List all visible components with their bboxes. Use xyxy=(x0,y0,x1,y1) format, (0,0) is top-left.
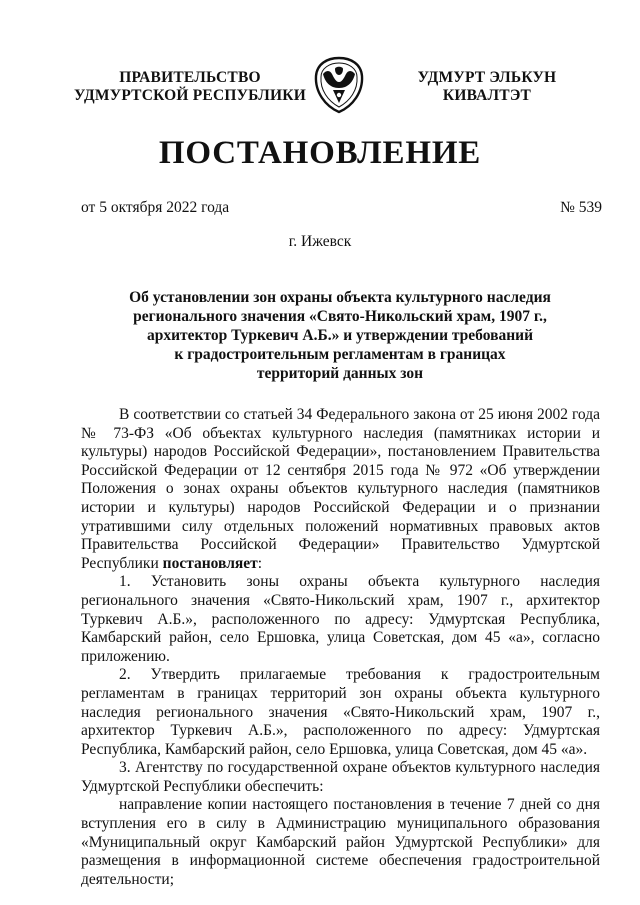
subject-line: территорий данных зон xyxy=(256,365,424,382)
preamble-paragraph xyxy=(81,406,600,573)
item-2-paragraph: 2. Утвердить прилагаемые требования к градостроительным регламентам в границах территорий зон охраны объекта культурного наследия регионального значения «Свято-Никольский храм, 1907 г., архитектор Туркевич А.Б.», расположенного по адресу: Удмуртская Республика, Камбарский район, село Ершовка, улица Советская, дом 45 «а». xyxy=(81,666,600,758)
item-1-paragraph: 1. Установить зоны охраны объекта культурного наследия регионального значения «Свято-Никольский храм, 1907 г., архитектор Туркевич А.Б.», расположенного по адресу: Удмуртская Республика, Камбарский район, село Ершовка, улица Советская, дом 45 «а», согласно приложению. xyxy=(81,573,600,665)
preamble-text: В соответствии со статьей 34 Федерального закона от 25 июня 2002 года № 73-ФЗ «Об объектах культурного наследия (памятниках истории и культуры) народов Российской Федерации», постановлением Правительства Российской Федерации от 12 сентября 2015 года № 972 «Об утверждении Положения о зонах охраны объектов культурного наследия (памятников истории и культуры) народов Российской Федерации и о признании утратившими силу отдельных положений нормативных правовых актов Правительства Российской Федерации» Правительство Удмуртской Республики xyxy=(81,406,600,572)
document-subject xyxy=(110,288,570,383)
government-name-line1: ПРАВИТЕЛЬСТВО xyxy=(119,69,261,86)
government-name-line2: УДМУРТСКОЙ РЕСПУБЛИКИ xyxy=(74,87,306,104)
document-number: № 539 xyxy=(560,199,602,216)
document-city: г. Ижевск xyxy=(288,233,352,250)
document-date: от 5 октября 2022 года xyxy=(81,199,230,216)
document-body xyxy=(81,406,600,889)
government-name-udmurt-line1: УДМУРТ ЭЛЬКУН xyxy=(417,69,557,86)
subject-line: регионального значения «Свято-Никольский храм, 1907 г., xyxy=(133,308,547,325)
udmurtia-coat-of-arms-icon xyxy=(313,56,365,114)
government-name-russian xyxy=(70,69,310,105)
document-title: ПОСТАНОВЛЕНИЕ xyxy=(158,135,482,171)
subject-line: Об установлении зон охраны объекта культурного наследия xyxy=(129,289,551,306)
preamble-colon: : xyxy=(257,554,263,572)
government-name-udmurt-line2: КИВАЛТЭТ xyxy=(442,87,532,104)
preamble-decision-word: постановляет xyxy=(162,554,258,572)
government-name-udmurt xyxy=(392,69,582,105)
subject-line: архитектор Туркевич А.Б.» и утверждении требований xyxy=(146,327,534,344)
item-3-subitem-paragraph: направление копии настоящего постановления в течение 7 дней со дня вступления его в силу в Администрацию муниципального образования «Муниципальный округ Камбарский район Удмуртской Республики» для размещения в информационной системе обеспечения градостроительной деятельности; xyxy=(81,796,600,888)
item-3-paragraph: 3. Агентству по государственной охране объектов культурного наследия Удмуртской Республики обеспечить: xyxy=(81,759,600,795)
subject-line: к градостроительным регламентам в границах xyxy=(174,346,506,363)
